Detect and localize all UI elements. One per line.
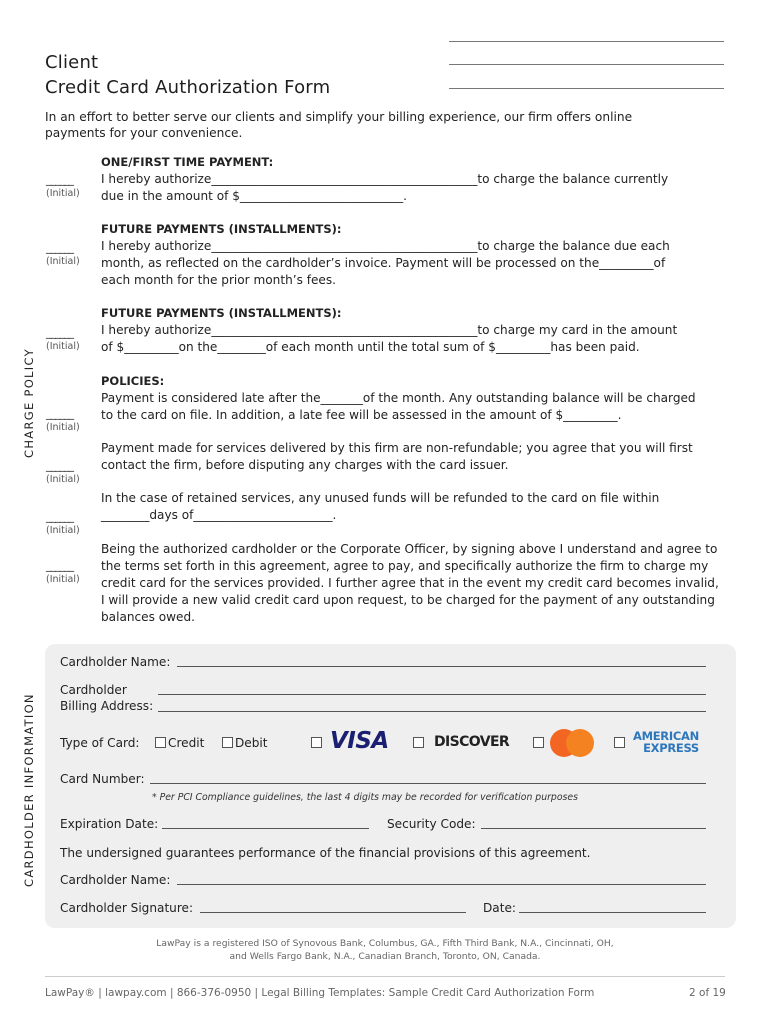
mastercard-checkbox[interactable] xyxy=(533,737,544,748)
initial-field-6[interactable] xyxy=(46,509,90,539)
pci-note: * Per PCI Compliance guidelines, the last 4 digits may be recorded for verification purposes xyxy=(152,792,578,803)
signature-label: Cardholder Signature: xyxy=(60,901,194,915)
discover-logo: DISCOVER xyxy=(434,734,510,750)
guarantee-text: The undersigned guarantees performance of the financial provisions of this agreement. xyxy=(60,846,591,860)
initial-label: (Initial) xyxy=(46,341,80,352)
initial-field-2[interactable] xyxy=(46,240,90,270)
policy-line: Payment is considered late after the_______of the month. Any outstanding balance will be charged xyxy=(101,391,696,405)
charge-policy-label: CHARGE POLICY xyxy=(22,348,36,458)
initial-label: (Initial) xyxy=(46,525,80,536)
section-policies xyxy=(101,373,726,424)
section-heading: POLICIES: xyxy=(101,374,165,388)
footer-divider xyxy=(45,976,725,977)
expiration-field[interactable] xyxy=(162,828,369,829)
debit-label: Debit xyxy=(235,736,268,750)
header-line-2[interactable] xyxy=(449,64,724,65)
card-number-field[interactable] xyxy=(150,783,706,784)
debit-checkbox[interactable] xyxy=(222,737,233,748)
section-line: due in the amount of $___________________________. xyxy=(101,189,407,203)
billing-address-label-1: Cardholder xyxy=(60,683,127,697)
footer-text: LawPay® | lawpay.com | 866-376-0950 | Legal Billing Templates: Sample Credit Card Authorization Form xyxy=(45,987,595,999)
cardholder-info-label: CARDHOLDER INFORMATION xyxy=(22,693,36,887)
date-label: Date: xyxy=(483,901,516,915)
title-line-2: Credit Card Authorization Form xyxy=(45,77,331,98)
policy-line: Payment made for services delivered by this firm are non-refundable; you agree that you will first xyxy=(101,441,693,455)
section-heading: FUTURE PAYMENTS (INSTALLMENTS): xyxy=(101,306,342,320)
credit-checkbox[interactable] xyxy=(155,737,166,748)
discover-checkbox[interactable] xyxy=(413,737,424,748)
billing-address-field-2[interactable] xyxy=(158,711,706,712)
amex-line-1: AMERICAN xyxy=(633,729,699,743)
initial-field-3[interactable] xyxy=(46,325,90,355)
policy-authorization xyxy=(101,541,726,626)
header-line-3[interactable] xyxy=(449,88,724,89)
section-future-1 xyxy=(101,221,726,289)
cardholder-name-field-2[interactable] xyxy=(177,884,706,885)
section-line: I hereby authorize____________________________________________to charge the balance due each xyxy=(101,239,670,253)
section-heading: ONE/FIRST TIME PAYMENT: xyxy=(101,155,274,169)
policy-refund xyxy=(101,440,726,474)
cardholder-name-label: Cardholder Name: xyxy=(60,655,171,669)
policy-retained xyxy=(101,490,726,524)
iso-line-1: LawPay is a registered ISO of Synovous Bank, Columbus, GA., Fifth Third Bank, N.A., Cincinnati, OH, xyxy=(156,938,614,949)
cardholder-name-field[interactable] xyxy=(177,666,706,667)
initial-label: (Initial) xyxy=(46,188,80,199)
card-type-label: Type of Card: xyxy=(60,736,140,750)
section-line: month, as reflected on the cardholder’s invoice. Payment will be processed on the_________of xyxy=(101,256,666,270)
expiration-label: Expiration Date: xyxy=(60,817,159,831)
initial-field-7[interactable] xyxy=(46,558,90,588)
section-line: of $_________on the________of each month until the total sum of $_________has been paid. xyxy=(101,340,640,354)
initial-field-1[interactable] xyxy=(46,172,90,202)
amex-logo xyxy=(633,730,699,754)
section-line: each month for the prior month’s fees. xyxy=(101,273,337,287)
mastercard-logo-icon xyxy=(548,728,596,758)
visa-checkbox[interactable] xyxy=(311,737,322,748)
initial-label: (Initial) xyxy=(46,256,80,267)
initial-field-5[interactable] xyxy=(46,458,90,488)
iso-line-2: and Wells Fargo Bank, N.A., Canadian Branch, Toronto, ON, Canada. xyxy=(229,951,541,962)
signature-field[interactable] xyxy=(200,912,466,913)
policy-line: ________days of_______________________. xyxy=(101,508,337,522)
section-line: I hereby authorize____________________________________________to charge the balance currently xyxy=(101,172,669,186)
billing-address-field-1[interactable] xyxy=(158,694,706,695)
policy-line: In the case of retained services, any unused funds will be refunded to the card on file within xyxy=(101,491,660,505)
policy-paragraph: Being the authorized cardholder or the Corporate Officer, by signing above I understand and agree to the terms set forth in this agreement, agree to pay, and specifically authorize the firm to charge my credit card for the services provided. I further agree that in the event my credit card becomes invalid, I will provide a new valid credit card upon request, to be charged for the payment of any outstanding balances owed. xyxy=(101,542,719,624)
cardholder-name-label-2: Cardholder Name: xyxy=(60,873,171,887)
initial-label: (Initial) xyxy=(46,574,80,585)
debit-option[interactable] xyxy=(222,735,268,751)
security-code-field[interactable] xyxy=(481,828,706,829)
card-number-label: Card Number: xyxy=(60,772,145,786)
policy-line: to the card on file. In addition, a late fee will be assessed in the amount of $_________. xyxy=(101,408,622,422)
section-future-2 xyxy=(101,305,726,356)
security-code-label: Security Code: xyxy=(387,817,476,831)
credit-label: Credit xyxy=(168,736,205,750)
intro-text: In an effort to better serve our clients and simplify your billing experience, our firm offers online payments for your convenience. xyxy=(45,110,633,140)
page-number: 2 of 19 xyxy=(689,987,726,999)
header-line-1[interactable] xyxy=(449,41,724,42)
iso-disclaimer xyxy=(0,937,770,963)
billing-address-label-2: Billing Address: xyxy=(60,699,154,713)
visa-logo: VISA xyxy=(330,728,389,754)
amex-checkbox[interactable] xyxy=(614,737,625,748)
initial-label: (Initial) xyxy=(46,474,80,485)
initial-field-4[interactable] xyxy=(46,406,90,436)
date-field[interactable] xyxy=(519,912,706,913)
section-heading: FUTURE PAYMENTS (INSTALLMENTS): xyxy=(101,222,342,236)
credit-option[interactable] xyxy=(155,735,204,751)
policy-line: contact the firm, before disputing any charges with the card issuer. xyxy=(101,458,509,472)
title-line-1: Client xyxy=(45,52,99,73)
section-one-time xyxy=(101,154,726,205)
amex-line-2: EXPRESS xyxy=(643,741,699,755)
section-line: I hereby authorize____________________________________________to charge my card in the amount xyxy=(101,323,678,337)
initial-label: (Initial) xyxy=(46,422,80,433)
